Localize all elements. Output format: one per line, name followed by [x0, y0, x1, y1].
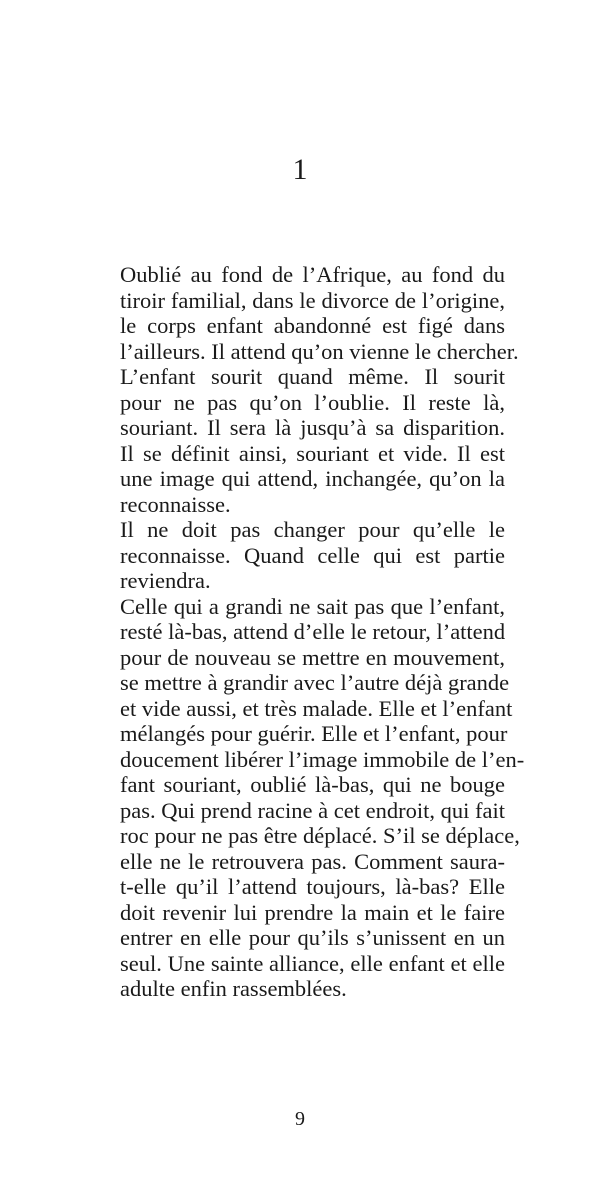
- paragraph-1: [80, 262, 519, 364]
- text-line: adulte enfin rassemblées.: [120, 976, 347, 1001]
- text-line: reviendra.: [120, 568, 211, 593]
- text-line: mélangés pour guérir. Elle et l’enfant, pour: [120, 721, 508, 746]
- text-line: elle ne le retrouvera pas. Comment saura-: [120, 848, 505, 874]
- text-line: doit revenir lui prendre la main et le faire: [120, 899, 505, 925]
- text-line: se mettre à grandir avec l’autre déjà grande: [120, 670, 510, 695]
- text-line: Oublié au fond de l’Afrique, au fond du: [120, 262, 505, 287]
- paragraph-2: [80, 364, 505, 517]
- text-line: Il se définit ainsi, souriant et vide. Il est: [120, 440, 505, 466]
- text-line: Celle qui a grandi ne sait pas que l’enfant,: [120, 593, 505, 619]
- chapter-body: [80, 262, 525, 1002]
- text-line: entrer en elle pour qu’ils s’unissent en un: [120, 925, 505, 950]
- text-line: pour de nouveau se mettre en mouvement,: [120, 644, 505, 670]
- text-line: seul. Une sainte alliance, elle enfant et elle: [120, 950, 505, 976]
- text-line: Il ne doit pas changer pour qu’elle le: [120, 517, 505, 542]
- text-line: et vide aussi, et très malade. Elle et l’enfant: [120, 695, 513, 721]
- text-line: fant souriant, oublié là-bas, qui ne bouge: [120, 772, 505, 797]
- text-line: pas. Qui prend racine à cet endroit, qui fait: [120, 797, 505, 823]
- paragraph-4: [80, 593, 525, 1002]
- text-line: doucement libérer l’image immobile de l’en-: [120, 746, 525, 772]
- text-line: le corps enfant abandonné est figé dans: [120, 313, 505, 338]
- text-line: une image qui attend, inchangée, qu’on la: [120, 466, 505, 491]
- text-line: t-elle qu’il l’attend toujours, là-bas? Elle: [120, 874, 505, 899]
- text-line: L’enfant sourit quand même. Il sourit: [120, 364, 505, 389]
- page-number: 9: [295, 1108, 305, 1130]
- text-line: tiroir familial, dans le divorce de l’origine,: [120, 287, 505, 313]
- chapter-number: 1: [292, 153, 308, 186]
- text-line: pour ne pas qu’on l’oublie. Il reste là,: [120, 389, 505, 415]
- text-line: souriant. Il sera là jusqu’à sa disparition.: [120, 415, 505, 440]
- text-line: l’ailleurs. Il attend qu’on vienne le chercher.: [120, 338, 519, 364]
- text-line: reconnaisse. Quand celle qui est partie: [120, 542, 505, 568]
- text-line: resté là-bas, attend d’elle le retour, l’attend: [120, 619, 506, 644]
- paragraph-3: [80, 517, 505, 594]
- text-line: roc pour ne pas être déplacé. S’il se déplace,: [120, 823, 520, 848]
- text-line: reconnaisse.: [120, 491, 231, 517]
